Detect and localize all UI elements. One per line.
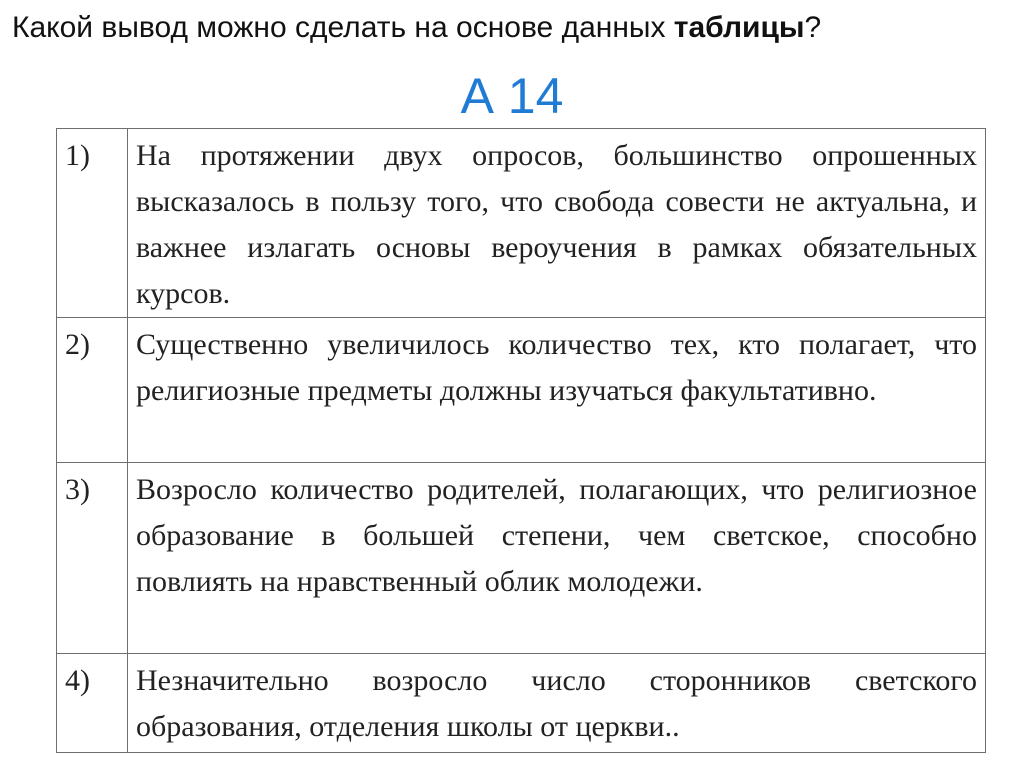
option-text: Существенно увеличилось количество тех, кто полагает, что религиозные предметы должны изучаться факультативно. [128,318,986,463]
option-number: 1) [57,129,128,318]
option-text: На протяжении двух опросов, большинство опрошенных высказалось в пользу того, что свобода совести не актуальна, и важнее излагать основы вероучения в рамках обязательных курсов. [128,129,986,318]
table-row [57,463,986,654]
question-suffix: ? [804,11,822,44]
option-number: 3) [57,463,128,654]
option-text: Возросло количество родителей, полагающих, что религиозное образование в большей степени, чем светское, способно повлиять на нравственный облик молодежи. [128,463,986,654]
table-row [57,318,986,463]
table-row [57,654,986,753]
option-text: Незначительно возросло число сторонников светского образования, отделения школы от церкви.. [128,654,986,753]
answers-table [56,128,986,753]
question-bold-word: таблицы [673,11,805,44]
option-number: 4) [57,654,128,753]
table-row [57,129,986,318]
question-text [12,8,821,48]
question-prefix: Какой вывод можно сделать на основе данных [12,11,674,44]
option-number: 2) [57,318,128,463]
task-heading: А 14 [460,68,564,124]
